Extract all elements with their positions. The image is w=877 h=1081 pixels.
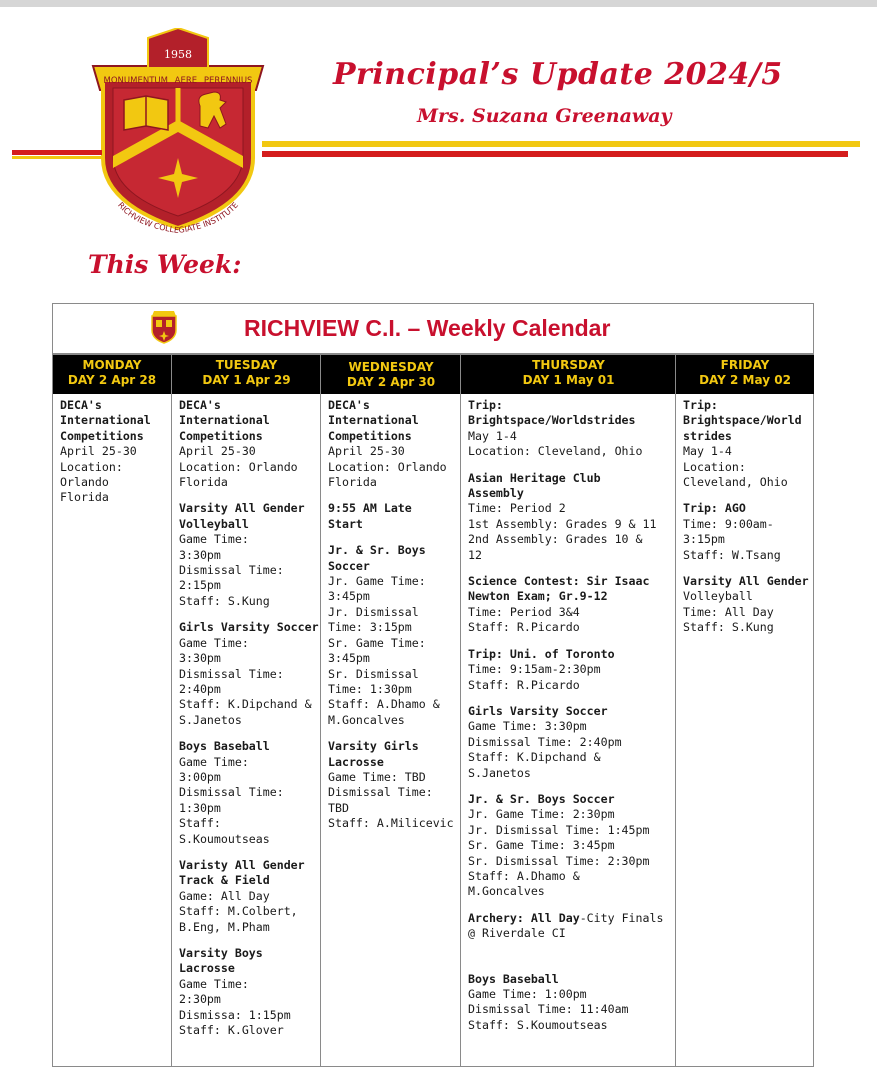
event-detail: April 25-30	[328, 444, 405, 459]
event-detail: May 1-4	[683, 444, 732, 459]
event-detail: Time: All Day	[683, 604, 774, 619]
calendar-event	[328, 501, 461, 532]
event-detail: Staff: R.Picardo	[468, 677, 580, 692]
day-column-tuesday	[171, 355, 321, 1066]
event-detail: Location: Orlando Florida	[179, 459, 298, 490]
event-title: Trip: Brightspace/Worldstrides	[468, 398, 636, 428]
calendar-event	[60, 398, 171, 506]
page-title: Principal’s Update 2024/5	[333, 57, 783, 92]
top-divider	[0, 0, 877, 7]
calendar-event	[179, 858, 321, 935]
day-events	[461, 394, 676, 1033]
principal-name: Mrs. Suzana Greenaway	[417, 105, 672, 127]
day-events	[676, 394, 814, 636]
crest-school-name: RICHVIEW COLLEGIATE INSTITUTE	[115, 200, 241, 234]
event-detail: Staff: A.Milicevic	[328, 816, 454, 831]
svg-text:1958	[164, 48, 192, 61]
section-title: This Week:	[88, 250, 242, 279]
day-events	[321, 394, 461, 832]
event-title: Varsity All Gender	[683, 574, 809, 589]
calendar-event	[468, 398, 676, 460]
event-title: DECA's International Competitions	[60, 398, 151, 443]
calendar-event	[179, 398, 321, 490]
day-column-friday	[675, 355, 814, 1066]
event-detail: Sr. Game Time: 3:45pm	[468, 838, 615, 853]
calendar-event	[328, 739, 461, 831]
event-detail: Dismissal Time: 2:40pm	[179, 666, 284, 696]
event-detail: Staff: S.Koumoutseas	[468, 1017, 608, 1032]
day-name: THURSDAY	[532, 358, 605, 372]
calendar-event	[179, 620, 321, 728]
event-title: Trip: Uni. of Toronto	[468, 646, 615, 661]
calendar-event	[468, 792, 676, 900]
calendar-event	[683, 398, 814, 490]
event-title: Boys Baseball	[179, 739, 270, 754]
event-title: Archery: All Day	[468, 910, 580, 925]
event-detail: Staff: M.Colbert, B.Eng, M.Pham	[179, 904, 298, 934]
event-title: Varsity All Gender Volleyball	[179, 501, 305, 531]
event-detail: -City Finals @ Riverdale CI	[468, 910, 664, 941]
event-title: 9:55 AM Late Start	[328, 501, 412, 531]
event-detail: Staff: A.Dhamo & M.Goncalves	[468, 868, 580, 899]
event-detail: Dismissal Time: 2:40pm	[468, 734, 622, 749]
event-detail: Staff: R.Picardo	[468, 620, 580, 635]
day-column-thursday	[460, 355, 676, 1066]
day-header	[321, 355, 461, 394]
calendar-event	[468, 471, 676, 563]
crest-motto-left: MONUMENTUM	[103, 76, 168, 86]
day-column-monday	[53, 355, 171, 1066]
day-header	[461, 355, 676, 394]
event-detail: April 25-30	[60, 444, 137, 459]
calendar-event	[683, 574, 814, 636]
event-detail: Game Time: 3:30pm	[179, 532, 249, 562]
crest-motto-right: PERENNIUS	[203, 76, 253, 86]
event-title: Science Contest: Sir Isaac Newton Exam; Gr.9-12	[468, 574, 650, 604]
event-title: Jr. & Sr. Boys Soccer	[328, 543, 426, 573]
event-detail: 1st Assembly: Grades 9 & 11	[468, 516, 657, 531]
calendar-title: RICHVIEW C.I. – Weekly Calendar	[244, 315, 611, 341]
day-events	[172, 394, 321, 1038]
day-events	[53, 394, 171, 506]
event-detail: Game Time: 3:30pm	[468, 719, 587, 734]
day-name: WEDNESDAY	[348, 360, 434, 374]
event-detail: Staff: A.Dhamo & M.Goncalves	[328, 697, 440, 727]
day-date: DAY 1 Apr 29	[202, 373, 291, 387]
calendar-event	[468, 647, 676, 693]
event-detail: Game Time: 1:00pm	[468, 987, 587, 1001]
day-date: DAY 2 May 02	[699, 373, 791, 387]
event-title: Trip: AGO	[683, 501, 746, 516]
header-rule-gold	[262, 141, 860, 147]
calendar-event	[468, 574, 676, 636]
event-detail: Time: Period 2	[468, 501, 566, 516]
header-rule-red	[262, 151, 848, 157]
event-detail: Staff: S.Kung	[179, 593, 270, 608]
event-detail: April 25-30	[179, 444, 256, 459]
event-title: Boys Baseball	[468, 971, 559, 986]
event-detail: Dismissal Time: 11:40am	[468, 1002, 629, 1017]
event-detail: Time: 9:15am-2:30pm	[468, 662, 601, 677]
event-detail: Time: 9:00am- 3:15pm	[683, 516, 774, 547]
event-detail: Sr. Game Time: 3:45pm	[328, 635, 426, 666]
event-detail: Game: All Day	[179, 888, 270, 903]
event-detail: Staff: K.Glover	[179, 1023, 284, 1038]
event-detail: Staff: K.Dipchand & S.Janetos	[468, 750, 601, 780]
weekly-calendar-grid	[52, 354, 814, 1067]
event-detail: Sr. Dismissal Time: 2:30pm	[468, 853, 650, 868]
event-title: Varisty All Gender Track & Field	[179, 857, 305, 888]
event-detail: Location: Orlando Florida	[328, 459, 447, 490]
event-detail: Time: Period 3&4	[468, 604, 580, 619]
day-name: TUESDAY	[215, 358, 278, 372]
header-rule-gold-left	[12, 156, 102, 159]
event-detail: Game Time: 3:00pm	[179, 754, 249, 784]
event-detail: Jr. Game Time: 3:45pm	[328, 574, 426, 604]
day-date: DAY 2 Apr 30	[346, 375, 436, 389]
day-header	[676, 355, 814, 394]
calendar-event	[179, 739, 321, 847]
event-title: Asian Heritage Club Assembly	[468, 470, 601, 501]
event-title: Girls Varsity Soccer	[468, 703, 608, 718]
event-detail: Volleyball	[683, 589, 753, 604]
event-detail: Jr. Game Time: 2:30pm	[468, 807, 615, 822]
day-header	[172, 355, 321, 394]
event-detail: Dismissal Time: 2:15pm	[179, 563, 284, 593]
event-detail: Location: Cleveland, Ohio	[468, 444, 643, 459]
calendar-event	[468, 704, 676, 781]
event-detail: Staff: S.Koumoutseas	[179, 816, 270, 846]
crest-year: 1958	[164, 48, 192, 61]
event-detail: Game Time: 2:30pm	[179, 976, 249, 1007]
event-detail: Staff: K.Dipchand & S.Janetos	[179, 697, 312, 727]
calendar-event	[179, 501, 321, 609]
school-crest-logo	[88, 28, 268, 234]
event-title: DECA's International Competitions	[328, 398, 419, 443]
event-detail: Location: Orlando Florida	[60, 459, 123, 505]
calendar-event	[683, 501, 814, 563]
event-detail: Location: Cleveland, Ohio	[683, 459, 788, 490]
event-detail: Jr. Dismissal Time: 3:15pm	[328, 604, 419, 635]
event-title: Varsity Girls Lacrosse	[328, 739, 419, 769]
calendar-event	[328, 543, 461, 728]
calendar-event	[468, 911, 676, 942]
event-detail: Staff: W.Tsang	[683, 547, 781, 562]
svg-text:MONUMENTUM AERE PE	[104, 76, 253, 86]
event-title: DECA's International Competitions	[179, 398, 270, 443]
event-detail: 2nd Assembly: Grades 10 & 12	[468, 532, 643, 562]
event-detail: Dismissa: 1:15pm	[179, 1007, 291, 1022]
event-title: Varsity Boys Lacrosse	[179, 946, 263, 976]
calendar-header	[52, 303, 814, 354]
event-detail: Sr. Dismissal Time: 1:30pm	[328, 666, 419, 696]
day-date: DAY 1 May 01	[522, 373, 615, 387]
day-name: FRIDAY	[720, 358, 770, 372]
event-detail: Game Time: 3:30pm	[179, 635, 249, 666]
event-title: Girls Varsity Soccer	[179, 620, 319, 635]
calendar-event	[328, 398, 461, 490]
day-column-wednesday	[320, 355, 461, 1066]
event-detail: May 1-4	[468, 428, 517, 443]
header-rule-red-left	[12, 150, 102, 155]
event-detail: Dismissal Time: TBD	[328, 785, 433, 815]
day-name: MONDAY	[82, 358, 142, 372]
event-detail: Game Time: TBD	[328, 769, 426, 784]
calendar-event	[468, 972, 676, 1034]
event-detail: Staff: S.Kung	[683, 620, 774, 635]
event-detail: Dismissal Time: 1:30pm	[179, 785, 284, 815]
day-date: DAY 2 Apr 28	[67, 373, 157, 387]
event-title: Jr. & Sr. Boys Soccer	[468, 791, 615, 806]
event-detail: Jr. Dismissal Time: 1:45pm	[468, 822, 650, 837]
calendar-event	[179, 946, 321, 1038]
mini-crest-icon	[150, 310, 178, 344]
event-title: Trip: Brightspace/World strides	[683, 398, 802, 443]
day-header	[53, 355, 171, 394]
crest-motto-center: AERE	[174, 76, 198, 86]
